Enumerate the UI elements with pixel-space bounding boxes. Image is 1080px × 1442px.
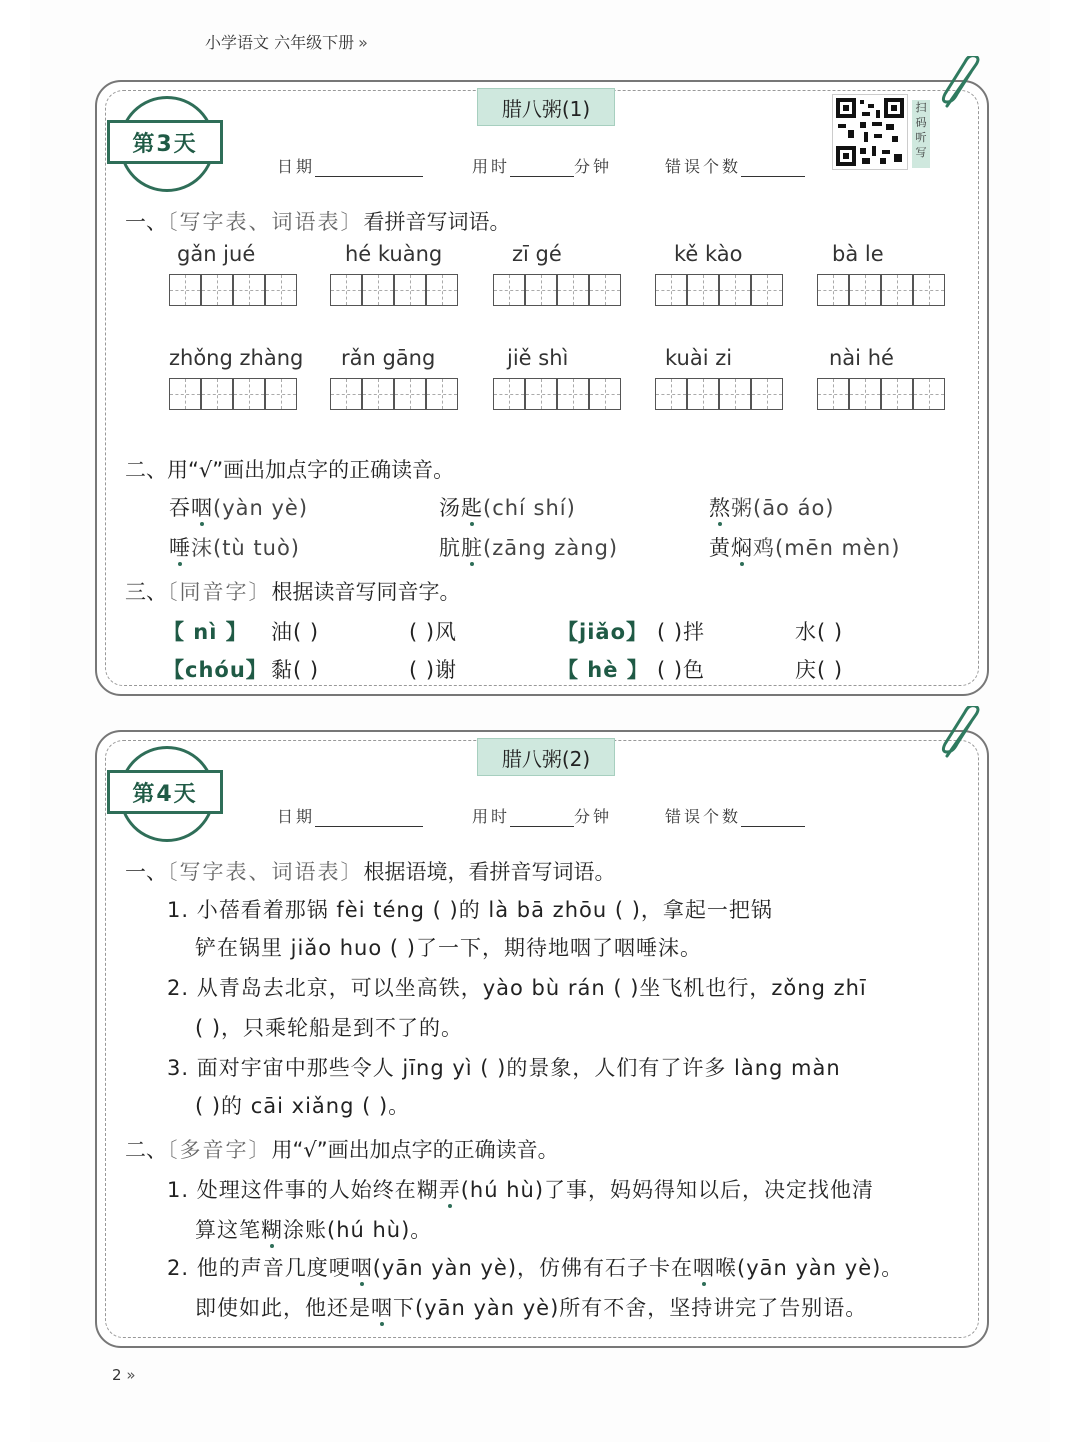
homophone-blank[interactable]: 水( ) [795, 620, 844, 644]
polyphone-line[interactable]: 2. 他的声音几度哽咽(yān yàn yè)，仿佛有石子卡在咽喉(yān yàn yè)。 [167, 1256, 904, 1280]
homophone-blank[interactable]: 油( ) [271, 620, 320, 644]
qr-scan-label: 扫码听写 [912, 100, 930, 168]
pinyin-item: bà le [832, 242, 884, 266]
homophone-key: 【jiǎo】 [557, 620, 648, 644]
minutes-label: 分钟 [574, 157, 613, 176]
homophone-blank[interactable]: 黏( ) [271, 658, 320, 682]
errors-label: 错误个数 [665, 157, 742, 176]
day4-badge-label: 第4天 [107, 770, 223, 814]
time-label: 用时 [472, 807, 511, 826]
time-label: 用时 [472, 157, 511, 176]
day3-section3-title: 三、〔同音字〕根据读音写同音字。 [125, 580, 461, 604]
reading-choice-item[interactable]: 黄焖鸡(mēn mèn) [709, 536, 901, 560]
pinyin-item: hé kuàng [345, 242, 443, 266]
context-line[interactable]: 2. 从青岛去北京，可以坐高铁，yào bù rán ( )坐飞机也行，zǒng zhī [167, 976, 867, 1000]
day3-badge-label: 第3天 [107, 120, 223, 164]
pinyin-item: kuài zi [665, 346, 733, 370]
writing-grid[interactable] [493, 378, 621, 410]
paperclip-icon [937, 706, 987, 762]
writing-grid[interactable] [655, 274, 783, 306]
day3-section1-title: 一、〔写字表、词语表〕看拼音写词语。 [125, 210, 511, 234]
context-line[interactable]: ( )的 cāi xiǎng ( )。 [195, 1094, 411, 1118]
page-number: 2 » [112, 1366, 136, 1384]
homophone-blank[interactable]: ( )风 [409, 620, 458, 644]
day4-date-field[interactable] [277, 804, 423, 827]
writing-grid[interactable] [817, 274, 945, 306]
context-line[interactable]: ( )，只乘轮船是到不了的。 [195, 1016, 464, 1040]
header-arrows: » [358, 33, 368, 52]
writing-grid[interactable] [169, 274, 297, 306]
paperclip-icon [937, 56, 987, 112]
time-line [510, 176, 574, 177]
day4-card [95, 730, 989, 1348]
polyphone-line[interactable]: 1. 处理这件事的人始终在糊弄(hú hù)了事，妈妈得知以后，决定找他清 [167, 1178, 875, 1202]
writing-grid[interactable] [330, 274, 458, 306]
homophone-blank[interactable]: 庆( ) [795, 658, 844, 682]
context-line[interactable]: 3. 面对宇宙中那些令人 jīng yì ( )的景象，人们有了许多 làng màn [167, 1056, 841, 1080]
day3-time-field[interactable] [472, 154, 612, 177]
day3-badge [107, 96, 225, 188]
pinyin-item: zī gé [512, 242, 562, 266]
page-header [205, 30, 368, 53]
day3-date-field[interactable] [277, 154, 423, 177]
minutes-label: 分钟 [574, 807, 613, 826]
day4-lesson-title: 腊八粥(2) [477, 738, 615, 776]
writing-grid[interactable] [169, 378, 297, 410]
pinyin-item: nài hé [829, 346, 894, 370]
homophone-key: 【chóu】 [163, 658, 268, 682]
reading-choice-item[interactable]: 吞咽(yàn yè) [169, 496, 309, 520]
pinyin-item: jiě shì [507, 346, 569, 370]
context-line[interactable]: 铲在锅里 jiǎo huo ( )了一下，期待地咽了咽唾沫。 [195, 936, 702, 960]
reading-choice-item[interactable]: 肮脏(zāng zàng) [439, 536, 619, 560]
reading-choice-item[interactable]: 唾沫(tù tuò) [169, 536, 300, 560]
polyphone-line[interactable]: 算这笔糊涂账(hú hù)。 [195, 1218, 433, 1242]
reading-choice-item[interactable]: 熬粥(āo áo) [709, 496, 835, 520]
writing-grid[interactable] [655, 378, 783, 410]
day3-card [95, 80, 989, 696]
date-label: 日期 [277, 157, 316, 176]
pinyin-item: kě kào [674, 242, 743, 266]
writing-grid[interactable] [817, 378, 945, 410]
homophone-blank[interactable]: ( )拌 [657, 620, 706, 644]
day3-lesson-title: 腊八粥(1) [477, 88, 615, 126]
errors-line [741, 176, 805, 177]
date-line [315, 826, 423, 827]
polyphone-line[interactable]: 即使如此，他还是咽下(yān yàn yè)所有不舍，坚持讲完了告别语。 [195, 1296, 868, 1320]
time-line [510, 826, 574, 827]
day4-badge [107, 746, 225, 838]
homophone-key: 【 hè 】 [557, 658, 649, 682]
book-title: 小学语文 六年级下册 [205, 33, 355, 52]
reading-choice-item[interactable]: 汤匙(chí shí) [439, 496, 576, 520]
day3-errors-field[interactable] [665, 154, 805, 177]
homophone-key: 【 nì 】 [163, 620, 248, 644]
day4-time-field[interactable] [472, 804, 612, 827]
day4-errors-field[interactable] [665, 804, 805, 827]
pinyin-item: gǎn jué [177, 242, 256, 266]
date-line [315, 176, 423, 177]
homophone-blank[interactable]: ( )谢 [409, 658, 458, 682]
writing-grid[interactable] [493, 274, 621, 306]
errors-label: 错误个数 [665, 807, 742, 826]
homophone-blank[interactable]: ( )色 [657, 658, 706, 682]
day4-section2-title: 二、〔多音字〕用“√”画出加点字的正确读音。 [125, 1138, 559, 1162]
writing-grid[interactable] [330, 378, 458, 410]
day4-section1-title: 一、〔写字表、词语表〕根据语境，看拼音写词语。 [125, 860, 616, 884]
errors-line [741, 826, 805, 827]
day3-section2-title: 二、用“√”画出加点字的正确读音。 [125, 458, 455, 482]
context-line[interactable]: 1. 小蓓看着那锅 fèi téng ( )的 là bā zhōu ( )，拿起一把锅 [167, 898, 773, 922]
qr-code-icon[interactable] [832, 94, 908, 170]
date-label: 日期 [277, 807, 316, 826]
pinyin-item: rǎn gāng [341, 346, 436, 370]
pinyin-item: zhǒng zhàng [169, 346, 304, 370]
